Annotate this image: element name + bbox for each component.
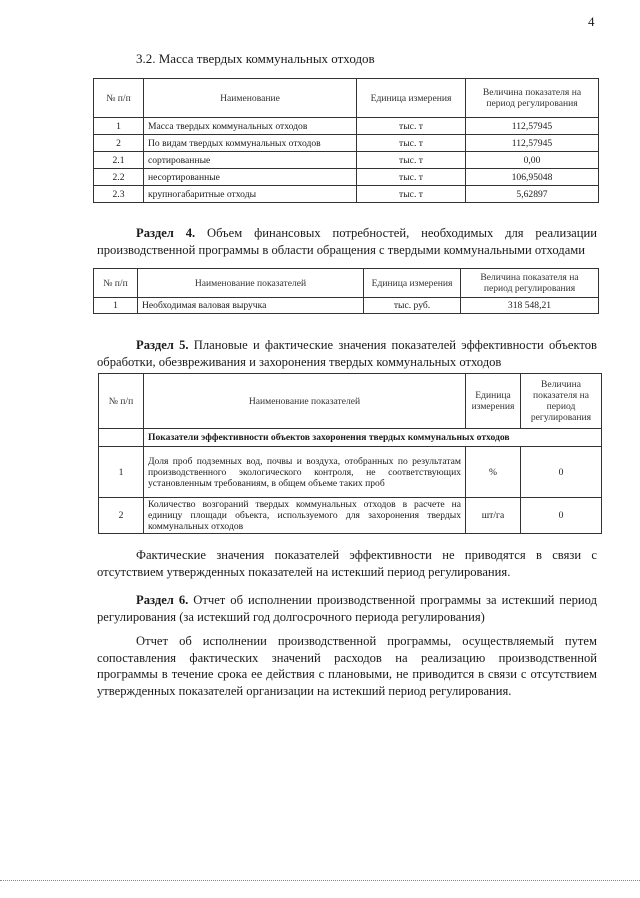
row-name: По видам твердых коммунальных отходов [144,135,357,152]
section-6-text: Отчет об исполнении производственной программы за истекший период регулирования (за истекший год долгосрочного периода регулирования) [97,593,597,624]
row-num: 2.2 [94,169,144,186]
row-name: Масса твердых коммунальных отходов [144,118,357,135]
section-4-heading [97,225,597,258]
header-num: № п/п [99,374,144,429]
row-unit: % [466,447,521,498]
row-name: несортированные [144,169,357,186]
page-bottom-divider [0,880,640,881]
section-4-text: Объем финансовых потребностей, необходимых для реализации производственной программы в области обращения с твердыми коммунальными отходами [97,226,597,257]
table-row [99,498,602,534]
row-num: 2 [99,498,144,534]
row-unit: тыс. т [357,135,466,152]
row-value: 0,00 [466,152,599,169]
section-4-label: Раздел 4. [136,226,196,240]
row-name: сортированные [144,152,357,169]
table-row [94,152,599,169]
empty-cell [99,429,144,447]
table-row [94,298,599,314]
table-row [94,118,599,135]
row-value: 106,95048 [466,169,599,186]
header-name: Наименование показателей [144,374,466,429]
row-value: 0 [521,498,602,534]
section-6-label: Раздел 6. [136,593,189,607]
table-row [94,135,599,152]
header-value: Величина показателя на период регулирования [461,269,599,298]
section-6-heading [97,592,597,625]
subheader: Показатели эффективности объектов захоронения твердых коммунальных отходов [144,429,602,447]
table-row [94,186,599,203]
header-unit: Единица измерения [364,269,461,298]
section-5-text: Плановые и фактические значения показателей эффективности объектов обработки, обезвреживания и захоронения твердых коммунальных отходов [97,338,597,369]
row-num: 2.1 [94,152,144,169]
row-unit: тыс. т [357,152,466,169]
financial-needs-table [93,268,599,314]
section-5-heading [97,337,597,370]
waste-mass-table [93,78,599,203]
page-number: 4 [588,14,595,29]
header-value: Величина показателя на период регулирования [521,374,602,429]
row-value: 318 548,21 [461,298,599,314]
header-name: Наименование показателей [138,269,364,298]
row-name: крупногабаритные отходы [144,186,357,203]
row-num: 1 [94,118,144,135]
row-name: Количество возгораний твердых коммунальных отходов в расчете на единицу площади объекта, используемого для захоронения твердых коммунальных отходов [144,498,466,534]
table-row [94,169,599,186]
header-num: № п/п [94,79,144,118]
efficiency-table [98,373,602,534]
header-unit: Единица измерения [357,79,466,118]
row-value: 112,57945 [466,135,599,152]
section-3-2-heading: 3.2. Масса твердых коммунальных отходов [136,51,375,66]
header-name: Наименование [144,79,357,118]
section-5-label: Раздел 5. [136,338,189,352]
row-unit: тыс. руб. [364,298,461,314]
row-value: 5,62897 [466,186,599,203]
section-5-note: Фактические значения показателей эффективности не приводятся в связи с отсутствием утвержденных показателей на истекший период регулирования. [97,548,597,579]
row-num: 1 [99,447,144,498]
row-value: 112,57945 [466,118,599,135]
section-6-body: Отчет об исполнении производственной программы, осуществляемый путем сопоставления фактических значений расходов на реализацию производственной программы в течение срока ее действия с плановыми, не приводится в связи с отсутствием утвержденных показателей организации на истекший период регулирования. [97,634,597,698]
row-unit: тыс. т [357,169,466,186]
row-unit: шт/га [466,498,521,534]
row-num: 2.3 [94,186,144,203]
table-row [99,447,602,498]
header-num: № п/п [94,269,138,298]
header-value: Величина показателя на период регулирования [466,79,599,118]
row-name: Доля проб подземных вод, почвы и воздуха, отобранных по результатам производственного экологического контроля, не соответствующих установленным требованиям, в общем объеме таких проб [144,447,466,498]
row-name: Необходимая валовая выручка [138,298,364,314]
header-unit: Единица измерения [466,374,521,429]
row-num: 1 [94,298,138,314]
row-unit: тыс. т [357,118,466,135]
row-unit: тыс. т [357,186,466,203]
row-num: 2 [94,135,144,152]
row-value: 0 [521,447,602,498]
